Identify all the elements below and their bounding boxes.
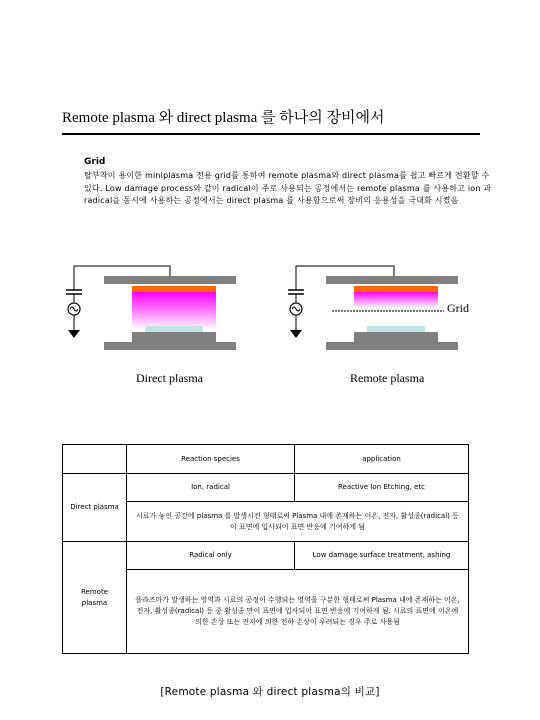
top-plate (354, 286, 438, 292)
plasma-region (132, 292, 216, 330)
lower-electrode (104, 342, 236, 350)
lower-electrode (326, 342, 458, 350)
mode-remote: Remote plasma (63, 542, 127, 654)
table-row (63, 542, 469, 570)
wafer (367, 326, 425, 332)
header-application: application (295, 445, 469, 474)
slide-title: Remote plasma 와 direct plasma 를 하나의 장비에서 (62, 110, 385, 126)
grid-label: Grid (447, 301, 469, 315)
lower-stage (132, 332, 216, 342)
species-remote: Radical only (127, 542, 295, 570)
description-direct: 시료가 놓인 공간에 plasma 를 발생시킨 형태로써 Plasma 내에 존재하는 이온, 전자, 활성종(radical) 등이 표면에 입사되어 표면 반응에 기여하게 됨 (127, 502, 469, 542)
species-direct: Ion, radical (127, 474, 295, 502)
remote-plasma-chamber (288, 266, 458, 350)
upper-electrode (104, 276, 236, 284)
direct-plasma-label: Direct plasma (136, 371, 203, 385)
plasma-region (354, 292, 438, 308)
figure-caption: [Remote plasma 와 direct plasma의 비교] (160, 686, 380, 698)
table-row (63, 474, 469, 502)
table-corner-cell (63, 445, 127, 474)
lower-stage (354, 332, 438, 342)
header-species: Reaction species (127, 445, 295, 474)
ground-icon (290, 330, 302, 338)
remote-plasma-label: Remote plasma (350, 371, 425, 385)
table-header-row (63, 445, 469, 474)
grid-description: 탈부착이 용이한 miniplasma 전용 grid를 통하여 remote plasma와 direct plasma를 쉽고 빠르게 전환할 수 있다. Low damage process와 같이 radical이 주로 사용되는 공정에서는 remote plasma 를 사용하고 ion 과 radical을 동시에 사용하는 공정에서는 direct plasma 를 사용함으로써 장비의 응용성을 극대화 시켰음 (84, 171, 492, 205)
description-remote: 플라즈마가 발생하는 영역과 시료의 공정이 수행되는 영역을 구분한 형태로써 Plasma 내에 존재하는 이온, 전자, 활성종(radical) 등 중 활성종 만이 표면에 입사되어 표면 반응에 기여하게 됨. 시료의 표면에 이온에 의한 손상 또는 전자에 의한 전하 손상이 우려되는 경우 주로 사용됨 (127, 570, 469, 654)
wafer (145, 326, 203, 332)
upper-electrode (326, 276, 458, 284)
grid-heading: Grid (84, 157, 106, 167)
application-direct: Reactive Ion Etching, etc (295, 474, 469, 502)
top-plate (132, 286, 216, 292)
mode-direct: Direct plasma (63, 474, 127, 542)
comparison-table (62, 444, 469, 654)
application-remote: Low damage surface treatment, ashing (295, 542, 469, 570)
ground-icon (68, 330, 80, 338)
direct-plasma-chamber (66, 266, 236, 350)
